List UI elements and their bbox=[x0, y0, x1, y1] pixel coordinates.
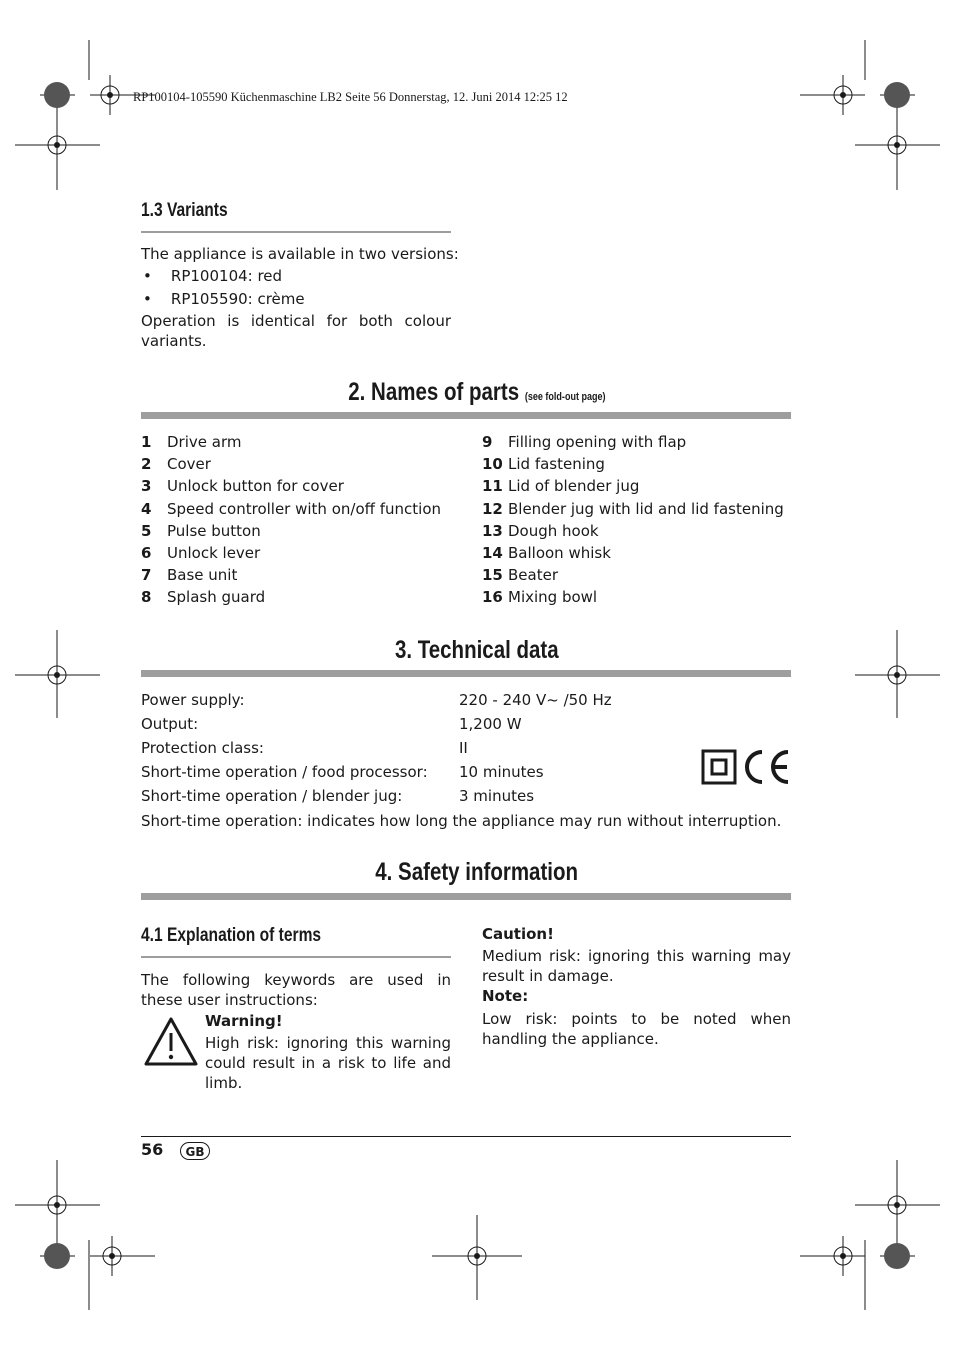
technical-heading: 3. Technical data bbox=[395, 636, 559, 664]
safety-bar bbox=[141, 893, 791, 900]
variants-heading: 1.3 Variants bbox=[141, 200, 228, 221]
part-number: 1 bbox=[141, 433, 152, 451]
tech-value: 3 minutes bbox=[459, 787, 535, 805]
caution-title: Caution! bbox=[482, 925, 554, 943]
warning-triangle-icon bbox=[143, 1016, 199, 1068]
parts-list-item bbox=[482, 566, 558, 584]
part-label: Splash guard bbox=[167, 588, 266, 607]
part-number: 4 bbox=[141, 499, 152, 518]
language-badge: GB bbox=[180, 1142, 210, 1160]
note-title: Note: bbox=[482, 987, 529, 1005]
list-item: • RP100104: red bbox=[143, 267, 283, 285]
variants-intro: The appliance is available in two versions: bbox=[141, 245, 459, 263]
parts-list-item bbox=[141, 588, 265, 606]
tech-label: Power supply: bbox=[141, 691, 245, 709]
parts-list-item bbox=[141, 566, 237, 584]
part-label: Drive arm bbox=[167, 433, 242, 451]
part-label: Mixing bowl bbox=[508, 588, 598, 607]
variants-rule bbox=[141, 231, 451, 233]
parts-heading: 2. Names of parts (see fold-out page) bbox=[348, 378, 606, 406]
parts-list-item bbox=[141, 522, 261, 540]
tech-label: Protection class: bbox=[141, 739, 264, 757]
part-number: 13 bbox=[482, 521, 503, 540]
list-item: • RP105590: crème bbox=[143, 290, 305, 308]
warning-title: Warning! bbox=[205, 1012, 283, 1030]
parts-list-item bbox=[482, 433, 686, 451]
parts-bar bbox=[141, 412, 791, 419]
part-number: 12 bbox=[482, 499, 503, 518]
safety-heading: 4. Safety information bbox=[375, 858, 579, 886]
protection-class-ii-icon bbox=[701, 749, 737, 785]
part-number: 16 bbox=[482, 588, 503, 607]
part-number: 9 bbox=[482, 433, 493, 451]
part-number: 11 bbox=[482, 477, 503, 496]
part-number: 10 bbox=[482, 455, 503, 474]
caution-text: Medium risk: ignoring this warning may result in damage. bbox=[482, 947, 791, 985]
parts-list-item bbox=[141, 500, 441, 518]
parts-list-item bbox=[141, 477, 344, 495]
warning-text: High risk: ignoring this warning could result in a risk to life and limb. bbox=[205, 1034, 451, 1092]
variants-note: Operation is identical for both colour variants. bbox=[141, 312, 451, 350]
ce-mark-icon bbox=[742, 748, 792, 786]
print-header: RP100104-105590 Küchenmaschine LB2 Seite 56 Donnerstag, 12. Juni 2014 12:25 12 bbox=[133, 90, 568, 104]
tech-note: Short-time operation: indicates how long the appliance may run without interruption. bbox=[141, 812, 782, 830]
tech-value: 10 minutes bbox=[459, 763, 544, 781]
part-number: 5 bbox=[141, 521, 152, 540]
part-number: 8 bbox=[141, 588, 152, 607]
part-label: Blender jug with lid and lid fastening bbox=[508, 499, 784, 518]
page-number: 56 bbox=[141, 1140, 164, 1159]
part-number: 7 bbox=[141, 566, 152, 585]
parts-list-item bbox=[482, 522, 599, 540]
part-label: Base unit bbox=[167, 566, 238, 585]
parts-list-item bbox=[141, 433, 241, 451]
part-label: Dough hook bbox=[508, 521, 599, 540]
parts-list-item bbox=[482, 544, 611, 562]
part-label: Lid of blender jug bbox=[508, 477, 640, 496]
part-label: Unlock button for cover bbox=[167, 477, 344, 496]
part-label: Unlock lever bbox=[167, 544, 261, 562]
footer-rule bbox=[141, 1136, 791, 1137]
parts-list-item bbox=[482, 455, 605, 473]
tech-value: II bbox=[459, 739, 468, 757]
tech-value: 1,200 W bbox=[459, 715, 522, 733]
part-label: Filling opening with flap bbox=[508, 433, 687, 451]
parts-list-item bbox=[141, 455, 211, 473]
part-label: Lid fastening bbox=[508, 455, 605, 474]
technical-bar bbox=[141, 670, 791, 677]
part-label: Pulse button bbox=[167, 521, 261, 540]
tech-label: Short-time operation / blender jug: bbox=[141, 787, 403, 805]
part-number: 15 bbox=[482, 566, 503, 585]
tech-label: Short-time operation / food processor: bbox=[141, 763, 428, 781]
parts-list-item bbox=[482, 500, 784, 518]
tech-label: Output: bbox=[141, 715, 199, 733]
part-number: 6 bbox=[141, 544, 152, 562]
part-number: 2 bbox=[141, 455, 152, 474]
part-number: 14 bbox=[482, 544, 503, 562]
note-text: Low risk: points to be noted when handling the appliance. bbox=[482, 1010, 791, 1048]
part-label: Cover bbox=[167, 455, 211, 474]
parts-list-item bbox=[482, 477, 639, 495]
part-label: Beater bbox=[508, 566, 558, 585]
parts-list-item bbox=[482, 588, 597, 606]
parts-list-item bbox=[141, 544, 260, 562]
terms-intro: The following keywords are used in these user instructions: bbox=[141, 971, 451, 1009]
tech-value: 220 - 240 V~ /50 Hz bbox=[459, 691, 612, 709]
part-label: Balloon whisk bbox=[508, 544, 611, 562]
terms-heading: 4.1 Explanation of terms bbox=[141, 925, 322, 946]
part-number: 3 bbox=[141, 477, 152, 496]
part-label: Speed controller with on/off function bbox=[167, 499, 441, 518]
terms-rule bbox=[141, 956, 451, 958]
